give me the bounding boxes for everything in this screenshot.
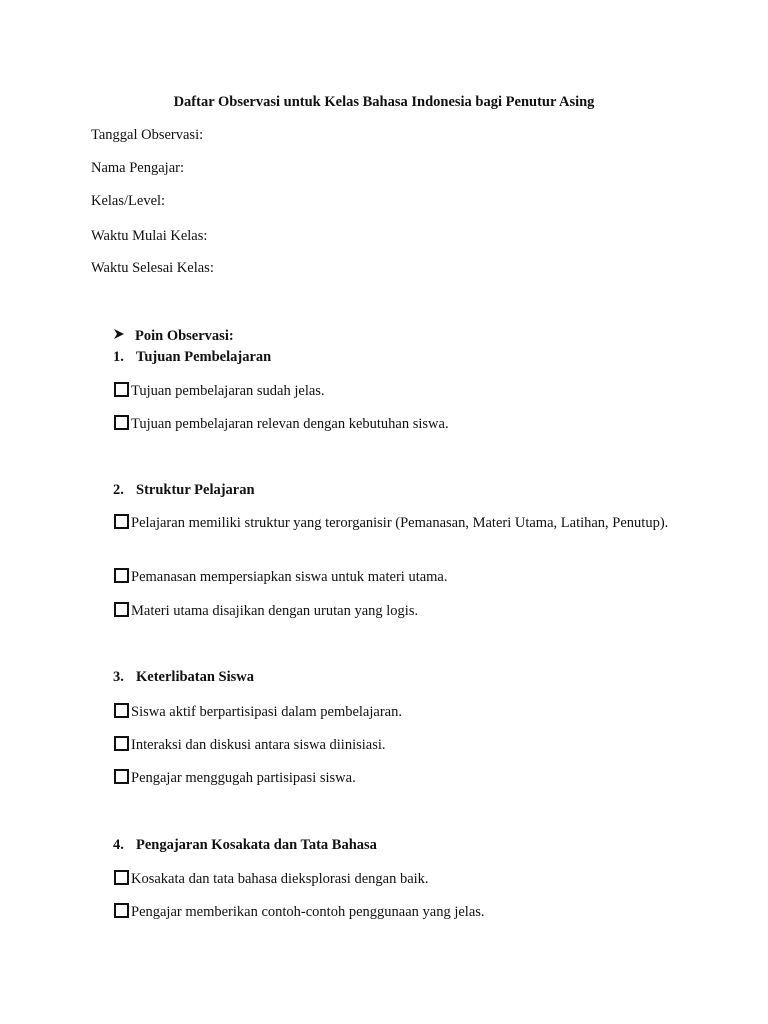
checklist-item-label: Pemanasan mempersiapkan siswa untuk materi utama.	[131, 569, 448, 585]
section-title: Pengajaran Kosakata dan Tata Bahasa	[136, 837, 377, 853]
checkbox[interactable]	[114, 382, 129, 397]
field-kelas-level: Kelas/Level:	[91, 193, 166, 209]
checkbox[interactable]	[114, 736, 129, 751]
poin-observasi-label: Poin Observasi:	[135, 328, 234, 344]
poin-observasi-heading	[113, 328, 234, 345]
checklist-item-label: Pengajar menggugah partisipasi siswa.	[131, 770, 356, 786]
section-heading	[113, 349, 271, 366]
checkbox[interactable]	[114, 568, 129, 583]
document-title: Daftar Observasi untuk Kelas Bahasa Indonesia bagi Penutur Asing	[173, 94, 595, 110]
section-title: Struktur Pelajaran	[136, 482, 255, 498]
checklist-item	[114, 703, 402, 721]
field-tanggal-observasi: Tanggal Observasi:	[91, 127, 204, 143]
checkbox[interactable]	[114, 415, 129, 430]
section-heading	[113, 482, 255, 499]
checklist-item-label: Interaksi dan diskusi antara siswa diinisiasi.	[131, 737, 386, 753]
checklist-item-label: Siswa aktif berpartisipasi dalam pembelajaran.	[131, 704, 402, 720]
checklist-item-label: Tujuan pembelajaran relevan dengan kebutuhan siswa.	[131, 416, 449, 432]
section-heading	[113, 837, 377, 854]
checklist-item	[114, 415, 449, 433]
checklist-item-label: Kosakata dan tata bahasa dieksplorasi dengan baik.	[131, 871, 429, 887]
checklist-item-label: Tujuan pembelajaran sudah jelas.	[131, 383, 325, 399]
checklist-item	[91, 513, 677, 534]
field-waktu-selesai: Waktu Selesai Kelas:	[91, 260, 214, 276]
section-number: 2.	[113, 482, 124, 498]
checklist-item	[114, 602, 418, 620]
checklist-item	[114, 769, 356, 787]
checkbox[interactable]	[114, 703, 129, 718]
checkbox[interactable]	[114, 514, 129, 529]
checkbox[interactable]	[114, 903, 129, 918]
section-number: 3.	[113, 669, 124, 685]
checklist-item	[114, 568, 448, 586]
checklist-item	[114, 736, 386, 754]
field-waktu-mulai: Waktu Mulai Kelas:	[91, 228, 208, 244]
section-number: 1.	[113, 349, 124, 365]
checklist-item-label: Materi utama disajikan dengan urutan yang logis.	[131, 603, 419, 619]
checkbox[interactable]	[114, 870, 129, 885]
checklist-item-label: Pelajaran memiliki struktur yang terorganisir (Pemanasan, Materi Utama, Latihan, Penutup).	[131, 515, 669, 531]
section-number: 4.	[113, 837, 124, 853]
section-title: Keterlibatan Siswa	[136, 669, 255, 685]
section-title: Tujuan Pembelajaran	[136, 349, 272, 365]
checklist-item	[114, 903, 485, 921]
arrow-bullet-icon	[113, 328, 135, 345]
checklist-item	[114, 382, 325, 400]
checkbox[interactable]	[114, 602, 129, 617]
section-heading	[113, 669, 254, 686]
field-nama-pengajar: Nama Pengajar:	[91, 160, 185, 176]
checklist-item	[114, 870, 429, 888]
checkbox[interactable]	[114, 769, 129, 784]
checklist-item-label: Pengajar memberikan contoh-contoh penggunaan yang jelas.	[131, 904, 485, 920]
